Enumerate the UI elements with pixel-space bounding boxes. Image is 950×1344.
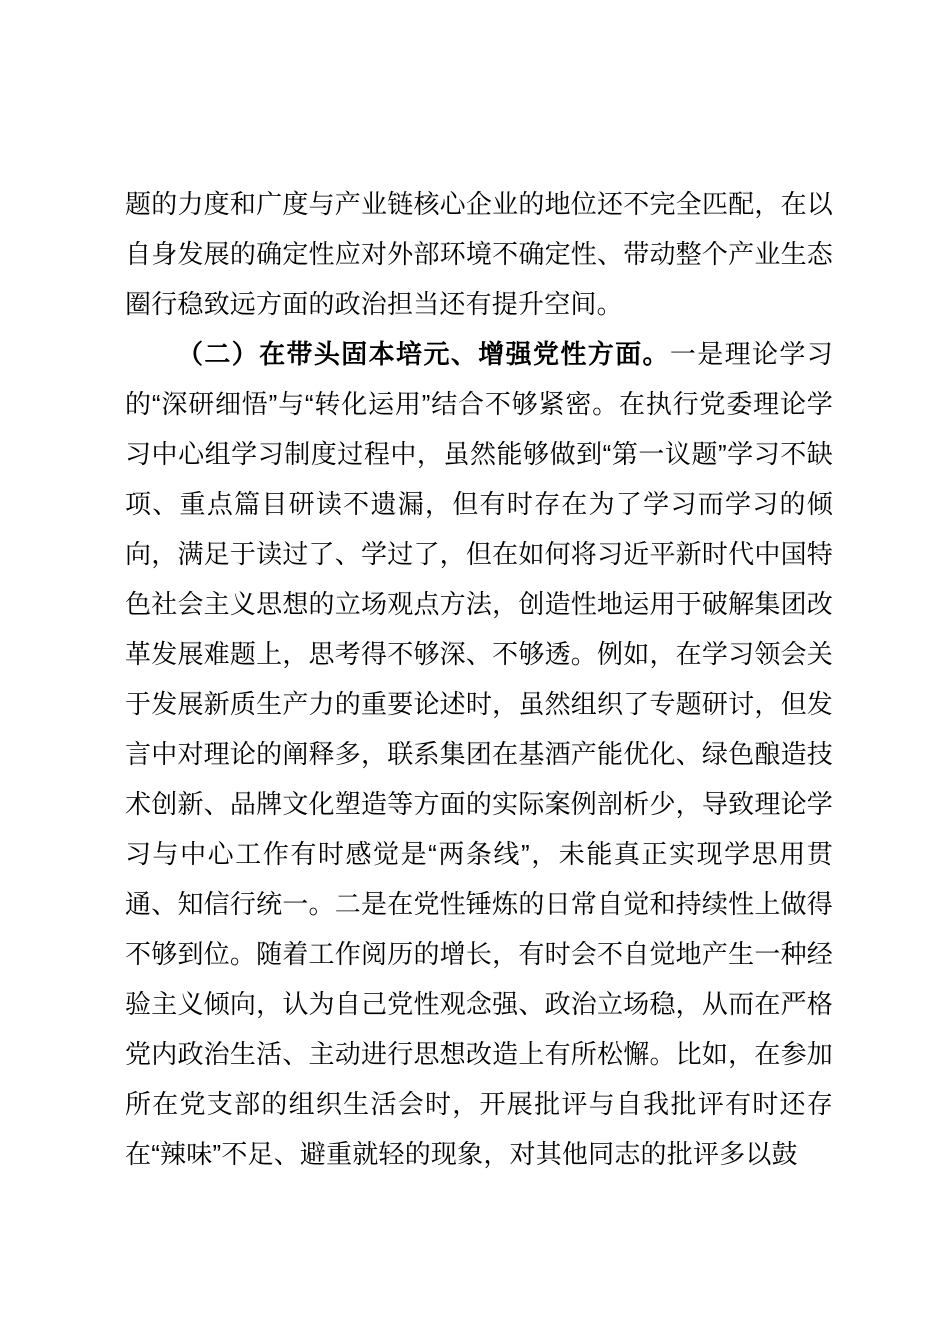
paragraph-text: 一是理论学习的“深研细悟”与“转化运用”结合不够紧密。在执行党委理论学习中心组学习制度过程中，虽然能够做到“第一议题”学习不缺项、重点篇目研读不遗漏，但有时存在为了学习而学习的倾向，满足于读过了、学过了，但在如何将习近平新时代中国特色社会主义思想的立场观点方法，创造性地运用于破解集团改革发展难题上，思考得不够深、不够透。例如，在学习领会关于发展新质生产力的重要论述时，虽然组织了专题研讨，但发言中对理论的阐释多，联系集团在基酒产能优化、绿色酿造技术创新、品牌文化塑造等方面的实际案例剖析少，导致理论学习与中心工作有时感觉是“两条线”，未能真正实现学思用贯通、知信行统一。二是在党性锤炼的日常自觉和持续性上做得不够到位。随着工作阅历的增长，有时会不自觉地产生一种经验主义倾向，认为自己党性观念强、政治立场稳，从而在严格党内政治生活、主动进行思想改造上有所松懈。比如，在参加所在党支部的组织生活会时，开展批评与自我批评有时还存在“辣味”不足、避重就轻的现象，对其他同志的批评多以鼓: [125, 339, 834, 1169]
page-text-block: [125, 179, 833, 1179]
paragraph-text: 题的力度和广度与产业链核心企业的地位还不完全匹配，在以自身发展的确定性应对外部环境不确定性、带动整个产业生态圈行稳致远方面的政治担当还有提升空间。: [125, 189, 833, 319]
section-heading-bold: （二）在带头固本培元、增强党性方面。: [177, 339, 670, 369]
paragraph-section-2: [125, 329, 833, 1179]
paragraph-continuation: [125, 179, 833, 329]
